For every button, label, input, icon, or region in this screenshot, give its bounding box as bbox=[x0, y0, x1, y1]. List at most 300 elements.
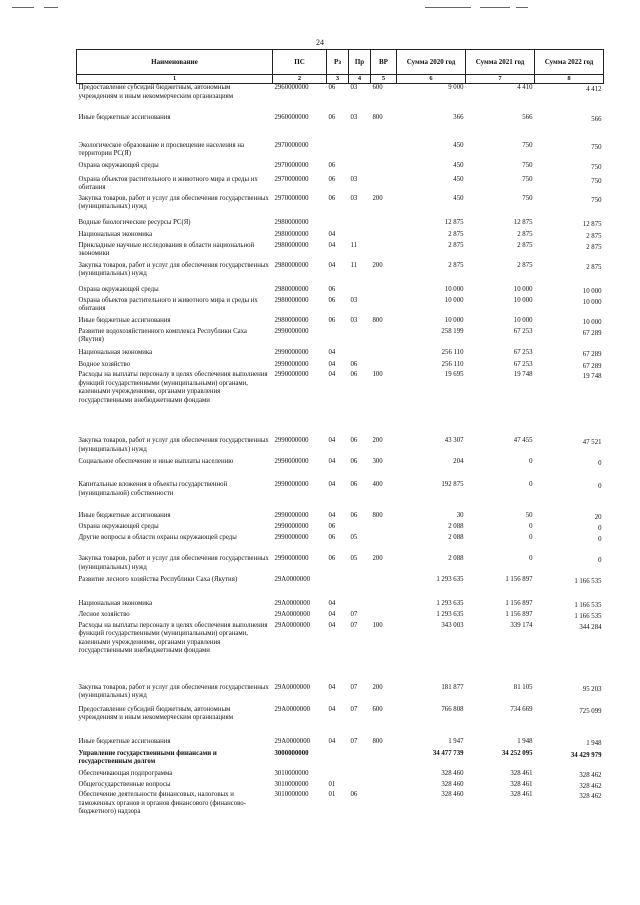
col-number: 6 bbox=[397, 75, 466, 84]
cell-sum-2021: 19 748 bbox=[513, 371, 533, 379]
cell-vr: 400 bbox=[372, 481, 383, 489]
header-rz: Рз bbox=[327, 50, 349, 75]
cell-sum-2020: 9 000 bbox=[448, 84, 464, 92]
cell-name: Иные бюджетные ассигнования bbox=[78, 512, 171, 520]
page-number: 24 bbox=[316, 38, 324, 47]
cell-ps: 2990000000 bbox=[274, 371, 309, 379]
cell-pr: 07 bbox=[350, 705, 358, 713]
table-row bbox=[77, 611, 604, 621]
cell-sum-2021: 339 174 bbox=[510, 621, 533, 629]
cell-name: Развитие водохозяйственного комплекса Республики Саха (Якутия) bbox=[78, 327, 247, 344]
table-row bbox=[77, 176, 604, 195]
cell-sum-2022: 328 462 bbox=[579, 782, 602, 790]
cell-sum-2021: 1 156 897 bbox=[505, 611, 533, 619]
cell-sum-2020: 256 110 bbox=[441, 348, 464, 356]
cell-ps: 2980000000 bbox=[274, 241, 309, 249]
cell-pr: 03 bbox=[350, 113, 358, 121]
table-row bbox=[77, 231, 604, 242]
cell-pr bbox=[349, 219, 371, 231]
cell-rz: 04 bbox=[328, 261, 336, 269]
cell-sum-2021: 67 253 bbox=[513, 348, 533, 356]
cell-sum-2021: 2 875 bbox=[517, 230, 533, 238]
cell-ps: 2990000000 bbox=[274, 437, 309, 445]
cell-sum-2020: 10 000 bbox=[444, 296, 464, 304]
table-row bbox=[77, 437, 604, 458]
table-body bbox=[77, 84, 604, 821]
cell-sum-2020: 181 877 bbox=[441, 683, 464, 691]
table-row bbox=[77, 114, 604, 142]
table-row bbox=[77, 162, 604, 176]
cell-sum-2022: 34 429 979 bbox=[570, 751, 602, 759]
cell-name: Закупка товаров, работ и услуг для обеспечения государственных (муниципальных) нужд bbox=[78, 683, 269, 700]
cell-vr bbox=[371, 176, 397, 195]
cell-sum-2021: 12 875 bbox=[513, 218, 533, 226]
scan-mark-left-2 bbox=[44, 7, 58, 8]
cell-pr: 05 bbox=[350, 534, 358, 542]
cell-ps: 3010000000 bbox=[274, 780, 309, 788]
cell-sum-2022: 4 412 bbox=[586, 86, 602, 94]
cell-pr bbox=[349, 576, 371, 600]
cell-sum-2020: 192 875 bbox=[441, 481, 464, 489]
cell-pr: 07 bbox=[350, 621, 358, 629]
table-row bbox=[77, 84, 604, 114]
cell-pr: 07 bbox=[350, 737, 358, 745]
table-row bbox=[77, 706, 604, 738]
cell-ps: 2990000000 bbox=[274, 458, 309, 466]
cell-sum-2021: 67 253 bbox=[513, 360, 533, 368]
cell-vr bbox=[371, 349, 397, 361]
cell-vr bbox=[371, 791, 397, 821]
cell-rz: 04 bbox=[328, 437, 336, 445]
cell-rz: 04 bbox=[328, 348, 336, 356]
table-row bbox=[77, 622, 604, 684]
cell-sum-2021: 10 000 bbox=[513, 285, 533, 293]
cell-sum-2022: 95 203 bbox=[582, 685, 602, 693]
cell-sum-2021: 1 156 897 bbox=[505, 576, 533, 584]
cell-vr bbox=[371, 611, 397, 621]
cell-sum-2021: 750 bbox=[522, 141, 533, 149]
header-sum-2021: Сумма 2021 год bbox=[466, 50, 535, 75]
cell-sum-2020: 328 460 bbox=[441, 791, 464, 799]
cell-vr: 800 bbox=[372, 113, 383, 121]
cell-sum-2020: 450 bbox=[453, 141, 464, 149]
cell-sum-2021: 328 461 bbox=[510, 791, 533, 799]
cell-vr bbox=[371, 361, 397, 371]
cell-sum-2020: 766 808 bbox=[441, 705, 464, 713]
cell-pr bbox=[349, 231, 371, 242]
cell-sum-2020: 2 088 bbox=[448, 555, 464, 563]
cell-sum-2020: 450 bbox=[453, 175, 464, 183]
cell-rz: 04 bbox=[328, 371, 336, 379]
cell-sum-2022: 19 748 bbox=[582, 373, 602, 381]
cell-sum-2022: 750 bbox=[591, 143, 602, 151]
cell-sum-2022: 1 166 535 bbox=[574, 578, 602, 586]
cell-name: Иные бюджетные ассигнования bbox=[78, 737, 171, 745]
cell-sum-2021: 750 bbox=[522, 194, 533, 202]
col-number: 7 bbox=[466, 75, 535, 84]
cell-vr: 300 bbox=[372, 458, 383, 466]
table-row bbox=[77, 242, 604, 262]
cell-sum-2021: 328 461 bbox=[510, 780, 533, 788]
cell-sum-2020: 366 bbox=[453, 113, 464, 121]
cell-name: Охрана окружающей среды bbox=[78, 523, 159, 531]
cell-name: Расходы на выплаты персоналу в целях обеспечения выполнения функций государственными (муниципальными) органами, казенными учреждениями, органами управления государственными внебюджетными фондами bbox=[78, 371, 268, 404]
cell-name: Управление государственными финансами и государственным долгом bbox=[78, 749, 217, 766]
cell-ps: 2980000000 bbox=[274, 218, 309, 226]
cell-ps: 2990000000 bbox=[274, 523, 309, 531]
cell-ps: 29А0000000 bbox=[274, 621, 310, 629]
cell-sum-2021: 50 bbox=[525, 512, 533, 520]
cell-sum-2020: 1 293 635 bbox=[436, 576, 464, 584]
cell-rz: 04 bbox=[328, 458, 336, 466]
col-number: 3 bbox=[327, 75, 349, 84]
cell-sum-2020: 328 460 bbox=[441, 780, 464, 788]
header-sum-2020: Сумма 2020 год bbox=[397, 50, 466, 75]
cell-sum-2021: 750 bbox=[522, 161, 533, 169]
cell-sum-2021: 0 bbox=[529, 534, 533, 542]
cell-ps: 2990000000 bbox=[274, 348, 309, 356]
cell-sum-2022: 20 bbox=[594, 514, 602, 522]
cell-rz: 06 bbox=[328, 296, 336, 304]
cell-ps: 2960000000 bbox=[274, 84, 309, 92]
cell-vr bbox=[371, 576, 397, 600]
cell-pr: 03 bbox=[350, 84, 358, 92]
cell-sum-2022: 750 bbox=[591, 177, 602, 185]
table-row bbox=[77, 600, 604, 611]
cell-vr bbox=[371, 523, 397, 534]
cell-sum-2020: 1 293 635 bbox=[436, 600, 464, 608]
cell-ps: 2960000000 bbox=[274, 113, 309, 121]
scan-mark-right-2 bbox=[480, 7, 510, 8]
cell-ps: 2980000000 bbox=[274, 261, 309, 269]
cell-name: Обеспечение деятельности финансовых, налоговых и таможенных органов и органов финансового (финансово-бюджетного) надзора bbox=[78, 791, 246, 816]
cell-sum-2022: 344 284 bbox=[579, 623, 602, 631]
cell-name: Закупка товаров, работ и услуг для обеспечения государственных (муниципальных) нужд bbox=[78, 555, 269, 571]
table-row bbox=[77, 770, 604, 781]
cell-name: Закупка товаров, работ и услуг для обеспечения государственных (муниципальных) нужд bbox=[78, 194, 269, 211]
cell-vr bbox=[371, 219, 397, 231]
table-row bbox=[77, 361, 604, 371]
cell-name: Иные бюджетные ассигнования bbox=[78, 316, 171, 324]
header-sum-2022: Сумма 2022 год bbox=[535, 50, 604, 75]
cell-rz bbox=[327, 328, 349, 349]
cell-sum-2020: 2 088 bbox=[448, 534, 464, 542]
cell-vr bbox=[371, 781, 397, 791]
cell-name: Развитие лесного хозяйства Республики Саха (Якутия) bbox=[78, 576, 238, 584]
cell-sum-2022: 10 000 bbox=[582, 298, 602, 306]
cell-pr: 06 bbox=[350, 371, 358, 379]
cell-vr bbox=[371, 162, 397, 176]
cell-sum-2020: 1 293 635 bbox=[436, 611, 464, 619]
cell-pr: 03 bbox=[350, 194, 358, 202]
cell-sum-2021: 34 252 095 bbox=[501, 749, 533, 757]
table-row bbox=[77, 297, 604, 317]
cell-pr: 03 bbox=[350, 316, 358, 324]
cell-rz: 01 bbox=[328, 791, 336, 799]
cell-name: Предоставление субсидий бюджетным, автономным учреждениям и иным некоммерческим организациям bbox=[78, 705, 234, 722]
cell-sum-2022: 0 bbox=[598, 557, 602, 565]
col-number: 5 bbox=[371, 75, 397, 84]
cell-pr bbox=[349, 770, 371, 781]
cell-pr: 05 bbox=[350, 555, 358, 563]
cell-pr bbox=[349, 349, 371, 361]
cell-vr bbox=[371, 750, 397, 770]
table-row bbox=[77, 750, 604, 770]
cell-sum-2020: 19 695 bbox=[444, 371, 464, 379]
cell-rz: 04 bbox=[328, 230, 336, 238]
cell-name: Водное хозяйство bbox=[78, 360, 131, 368]
cell-ps: 29А0000000 bbox=[274, 705, 310, 713]
cell-sum-2022: 67 289 bbox=[582, 329, 602, 337]
cell-name: Прикладные научные исследования в области национальной экономики bbox=[78, 241, 255, 258]
cell-sum-2021: 0 bbox=[529, 481, 533, 489]
cell-name: Закупка товаров, работ и услуг для обеспечения государственных (муниципальных) нужд bbox=[78, 261, 269, 278]
cell-pr: 06 bbox=[350, 360, 358, 368]
cell-sum-2020: 450 bbox=[453, 161, 464, 169]
cell-ps: 29А0000000 bbox=[274, 683, 310, 691]
cell-sum-2020: 43 307 bbox=[444, 437, 464, 445]
cell-pr: 07 bbox=[350, 611, 358, 619]
cell-name: Охрана объектов растительного и животного мира и среды их обитания bbox=[78, 296, 258, 313]
cell-sum-2021: 750 bbox=[522, 175, 533, 183]
table-row bbox=[77, 738, 604, 750]
cell-sum-2022: 2 875 bbox=[586, 232, 602, 240]
cell-rz: 06 bbox=[328, 84, 336, 92]
cell-sum-2021: 4 410 bbox=[517, 84, 533, 92]
cell-sum-2021: 10 000 bbox=[513, 296, 533, 304]
cell-vr: 100 bbox=[372, 621, 383, 629]
cell-sum-2021: 2 875 bbox=[517, 241, 533, 249]
table-row bbox=[77, 576, 604, 600]
cell-rz: 06 bbox=[328, 534, 336, 542]
cell-rz: 06 bbox=[328, 113, 336, 121]
cell-sum-2021: 0 bbox=[529, 458, 533, 466]
cell-name: Экологическое образование и просвещение населения на территории РС(Я) bbox=[78, 141, 245, 158]
header-ps: ПС bbox=[273, 50, 327, 75]
cell-sum-2022: 1 166 535 bbox=[574, 613, 602, 621]
cell-rz: 01 bbox=[328, 780, 336, 788]
cell-rz: 06 bbox=[328, 316, 336, 324]
cell-sum-2020: 2 875 bbox=[448, 241, 464, 249]
cell-sum-2022: 10 000 bbox=[582, 287, 602, 295]
cell-sum-2020: 256 110 bbox=[441, 360, 464, 368]
cell-sum-2021: 67 253 bbox=[513, 327, 533, 335]
cell-ps: 2970000000 bbox=[274, 161, 309, 169]
cell-sum-2021: 2 875 bbox=[517, 261, 533, 269]
cell-rz: 06 bbox=[328, 285, 336, 293]
table-row bbox=[77, 349, 604, 361]
cell-name: Национальная экономика bbox=[78, 230, 153, 238]
cell-rz: 04 bbox=[328, 683, 336, 691]
cell-vr bbox=[371, 534, 397, 555]
cell-vr: 600 bbox=[372, 84, 383, 92]
cell-name: Обеспечивающая подпрограмма bbox=[78, 769, 173, 777]
cell-vr bbox=[371, 600, 397, 611]
col-number: 2 bbox=[273, 75, 327, 84]
cell-pr bbox=[349, 750, 371, 770]
cell-name: Другие вопросы в области охраны окружающей среды bbox=[78, 534, 237, 542]
table-row bbox=[77, 791, 604, 821]
table-row bbox=[77, 142, 604, 162]
cell-sum-2022: 67 289 bbox=[582, 362, 602, 370]
cell-sum-2020: 2 088 bbox=[448, 523, 464, 531]
cell-ps: 2970000000 bbox=[274, 141, 309, 149]
cell-vr bbox=[371, 231, 397, 242]
cell-ps: 29А0000000 bbox=[274, 576, 310, 584]
table-row bbox=[77, 219, 604, 231]
cell-ps: 2990000000 bbox=[274, 327, 309, 335]
cell-sum-2022: 0 bbox=[598, 525, 602, 533]
cell-sum-2021: 47 455 bbox=[513, 437, 533, 445]
table-row bbox=[77, 481, 604, 512]
cell-rz: 04 bbox=[328, 611, 336, 619]
cell-sum-2020: 30 bbox=[456, 512, 464, 520]
cell-sum-2021: 566 bbox=[522, 113, 533, 121]
cell-name: Расходы на выплаты персоналу в целях обеспечения выполнения функций государственными (муниципальными) органами, казенными учреждениями, органами управления государственными внебюджетными фондами bbox=[78, 621, 268, 655]
cell-vr: 200 bbox=[372, 261, 383, 269]
cell-sum-2021: 734 669 bbox=[510, 705, 533, 713]
cell-sum-2021: 10 000 bbox=[513, 316, 533, 324]
cell-ps: 2990000000 bbox=[274, 534, 309, 542]
cell-name: Общегосударственные вопросы bbox=[78, 780, 171, 788]
cell-sum-2022: 0 bbox=[598, 460, 602, 468]
cell-ps: 3000000000 bbox=[274, 749, 309, 757]
cell-rz: 06 bbox=[328, 523, 336, 531]
cell-name: Закупка товаров, работ и услуг для обеспечения государственных (муниципальных) нужд bbox=[78, 437, 269, 453]
cell-vr bbox=[371, 242, 397, 262]
cell-ps: 2990000000 bbox=[274, 360, 309, 368]
cell-sum-2020: 2 875 bbox=[448, 230, 464, 238]
cell-rz: 04 bbox=[328, 621, 336, 629]
col-number: 4 bbox=[349, 75, 371, 84]
cell-vr: 200 bbox=[372, 194, 383, 202]
cell-rz: 04 bbox=[328, 512, 336, 520]
cell-pr: 07 bbox=[350, 683, 358, 691]
cell-name: Иные бюджетные ассигнования bbox=[78, 113, 171, 121]
cell-rz: 06 bbox=[328, 175, 336, 183]
cell-sum-2021: 1 156 897 bbox=[505, 600, 533, 608]
budget-table bbox=[76, 49, 604, 821]
cell-sum-2020: 2 875 bbox=[448, 261, 464, 269]
table-row bbox=[77, 684, 604, 706]
cell-name: Предоставление субсидий бюджетным, автономным учреждениям и иным некоммерческим организациям bbox=[78, 84, 234, 100]
cell-ps: 3010000000 bbox=[274, 791, 309, 799]
cell-name: Капитальные вложения в объекты государственной (муниципальной) собственности bbox=[78, 481, 228, 497]
cell-pr: 03 bbox=[350, 296, 358, 304]
table-row bbox=[77, 317, 604, 328]
cell-sum-2020: 1 947 bbox=[448, 737, 464, 745]
cell-ps: 3010000000 bbox=[274, 769, 309, 777]
cell-pr bbox=[349, 781, 371, 791]
cell-sum-2022: 47 521 bbox=[582, 439, 602, 447]
cell-rz: 04 bbox=[328, 481, 336, 489]
cell-vr: 200 bbox=[372, 555, 383, 563]
cell-vr bbox=[371, 297, 397, 317]
cell-sum-2020: 343 003 bbox=[441, 621, 464, 629]
cell-pr bbox=[349, 286, 371, 297]
cell-sum-2022: 1 948 bbox=[586, 739, 602, 747]
table-row bbox=[77, 781, 604, 791]
cell-ps: 2990000000 bbox=[274, 555, 309, 563]
cell-pr: 11 bbox=[350, 241, 358, 249]
cell-pr bbox=[349, 600, 371, 611]
cell-ps: 2980000000 bbox=[274, 230, 309, 238]
cell-pr bbox=[349, 523, 371, 534]
cell-name: Социальное обеспечение и иные выплаты населению bbox=[78, 458, 234, 466]
table-row bbox=[77, 523, 604, 534]
scan-mark-right-3 bbox=[516, 7, 528, 8]
cell-sum-2022: 0 bbox=[598, 536, 602, 544]
col-number: 8 bbox=[535, 75, 604, 84]
cell-pr bbox=[349, 142, 371, 162]
cell-rz bbox=[327, 576, 349, 600]
table-row bbox=[77, 512, 604, 523]
cell-sum-2021: 81 105 bbox=[513, 683, 533, 691]
col-number: 1 bbox=[77, 75, 273, 84]
header-vr: ВР bbox=[371, 50, 397, 75]
cell-ps: 2990000000 bbox=[274, 512, 309, 520]
cell-sum-2022: 2 875 bbox=[586, 263, 602, 271]
cell-ps: 29А0000000 bbox=[274, 737, 310, 745]
scan-mark-left bbox=[12, 7, 34, 8]
table-row bbox=[77, 195, 604, 219]
cell-pr: 11 bbox=[350, 261, 358, 269]
cell-pr: 03 bbox=[350, 175, 358, 183]
header-name: Наименование bbox=[77, 50, 273, 75]
cell-sum-2022: 10 000 bbox=[582, 318, 602, 326]
cell-rz bbox=[327, 750, 349, 770]
cell-sum-2020: 328 460 bbox=[441, 769, 464, 777]
cell-pr bbox=[349, 162, 371, 176]
cell-sum-2020: 34 477 739 bbox=[432, 749, 464, 757]
cell-ps: 2980000000 bbox=[274, 316, 309, 324]
cell-sum-2022: 2 875 bbox=[586, 243, 602, 251]
cell-rz bbox=[327, 142, 349, 162]
table-row bbox=[77, 262, 604, 286]
cell-name: Лесное хозяйство bbox=[78, 611, 130, 619]
cell-vr: 800 bbox=[372, 512, 383, 520]
cell-rz: 06 bbox=[328, 555, 336, 563]
cell-sum-2022: 750 bbox=[591, 163, 602, 171]
cell-sum-2021: 0 bbox=[529, 523, 533, 531]
cell-rz: 06 bbox=[328, 194, 336, 202]
cell-vr bbox=[371, 142, 397, 162]
cell-pr: 06 bbox=[350, 458, 358, 466]
cell-pr: 06 bbox=[350, 481, 358, 489]
cell-sum-2021: 1 948 bbox=[517, 737, 533, 745]
cell-sum-2021: 328 461 bbox=[510, 769, 533, 777]
cell-rz bbox=[327, 770, 349, 781]
cell-rz bbox=[327, 219, 349, 231]
header-pr: Пр bbox=[349, 50, 371, 75]
cell-sum-2022: 725 099 bbox=[579, 707, 602, 715]
cell-vr: 600 bbox=[372, 705, 383, 713]
cell-rz: 06 bbox=[328, 161, 336, 169]
cell-sum-2020: 450 bbox=[453, 194, 464, 202]
cell-sum-2020: 258 199 bbox=[441, 327, 464, 335]
cell-ps: 2990000000 bbox=[274, 481, 309, 489]
cell-sum-2022: 328 462 bbox=[579, 793, 602, 801]
cell-ps: 29А0000000 bbox=[274, 600, 310, 608]
cell-vr: 200 bbox=[372, 437, 383, 445]
cell-pr: 06 bbox=[350, 791, 358, 799]
cell-vr bbox=[371, 328, 397, 349]
cell-name: Водные биологические ресурсы РС(Я) bbox=[78, 218, 191, 226]
cell-vr: 800 bbox=[372, 737, 383, 745]
cell-sum-2020: 10 000 bbox=[444, 285, 464, 293]
cell-name: Охрана окружающей среды bbox=[78, 285, 159, 293]
table-row bbox=[77, 286, 604, 297]
